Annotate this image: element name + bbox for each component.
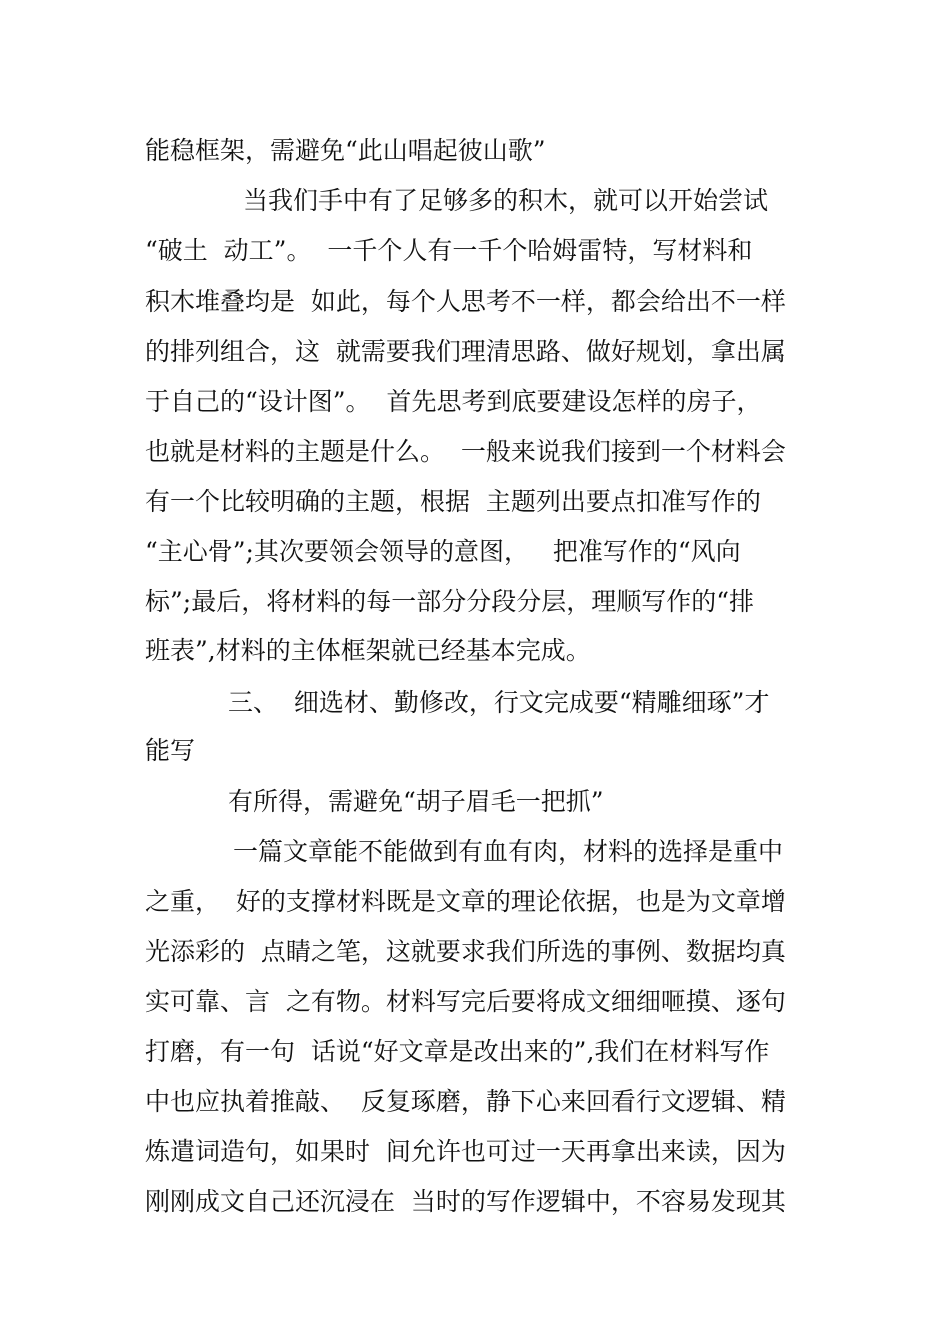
text-line-5: 的排列组合，这 就需要我们理清思路、做好规划，拿出属: [145, 337, 786, 366]
text-line-13: 能写: [145, 736, 196, 765]
text-line-19: 打磨，有一句 话说“好文章是改出来的”,我们在材料写作: [145, 1037, 770, 1066]
text-line-15: 一篇文章能不能做到有血有肉，材料的选择是重中: [233, 837, 784, 866]
text-line-1: 能稳框架，需避免“此山唱起彼山歌”: [145, 136, 546, 165]
text-line-16: 之重， 好的支撑材料既是文章的理论依据，也是为文章增: [145, 887, 786, 916]
text-line-2: 当我们手中有了足够多的积木，就可以开始尝试: [243, 186, 769, 215]
text-line-18: 实可靠、言 之有物。材料写完后要将成文细细咂摸、逐句: [145, 987, 786, 1016]
text-line-14: 有所得，需避免“胡子眉毛一把抓”: [228, 787, 604, 816]
text-line-11: 班表”,材料的主体框架就已经基本完成。: [145, 636, 591, 665]
text-line-9: “主心骨”;其次要领会领导的意图， 把准写作的“风向: [145, 537, 741, 566]
text-line-10: 标”;最后，将材料的每一部分分段分层，理顺写作的“排: [145, 587, 754, 616]
text-line-17: 光添彩的 点睛之笔，这就要求我们所选的事例、数据均真: [145, 937, 786, 966]
section-heading-3: 三、 细选材、勤修改，行文完成要“精雕细琢”才: [228, 688, 770, 717]
text-line-20: 中也应执着推敲、 反复琢磨，静下心来回看行文逻辑、精: [145, 1087, 786, 1116]
text-line-3: “破土 动工”。 一千个人有一千个哈姆雷特，写材料和: [145, 236, 753, 265]
text-line-7: 也就是材料的主题是什么。 一般来说我们接到一个材料会: [145, 437, 786, 466]
text-line-6: 于自己的“设计图”。 首先思考到底要建设怎样的房子，: [145, 387, 762, 416]
text-line-22: 刚刚成文自己还沉浸在 当时的写作逻辑中，不容易发现其: [145, 1187, 786, 1216]
text-line-4: 积木堆叠均是 如此，每个人思考不一样，都会给出不一样: [145, 287, 786, 316]
text-line-8: 有一个比较明确的主题，根据 主题列出要点扣准写作的: [145, 487, 761, 516]
text-line-21: 炼遣词造句，如果时 间允许也可过一天再拿出来读，因为: [145, 1137, 786, 1166]
